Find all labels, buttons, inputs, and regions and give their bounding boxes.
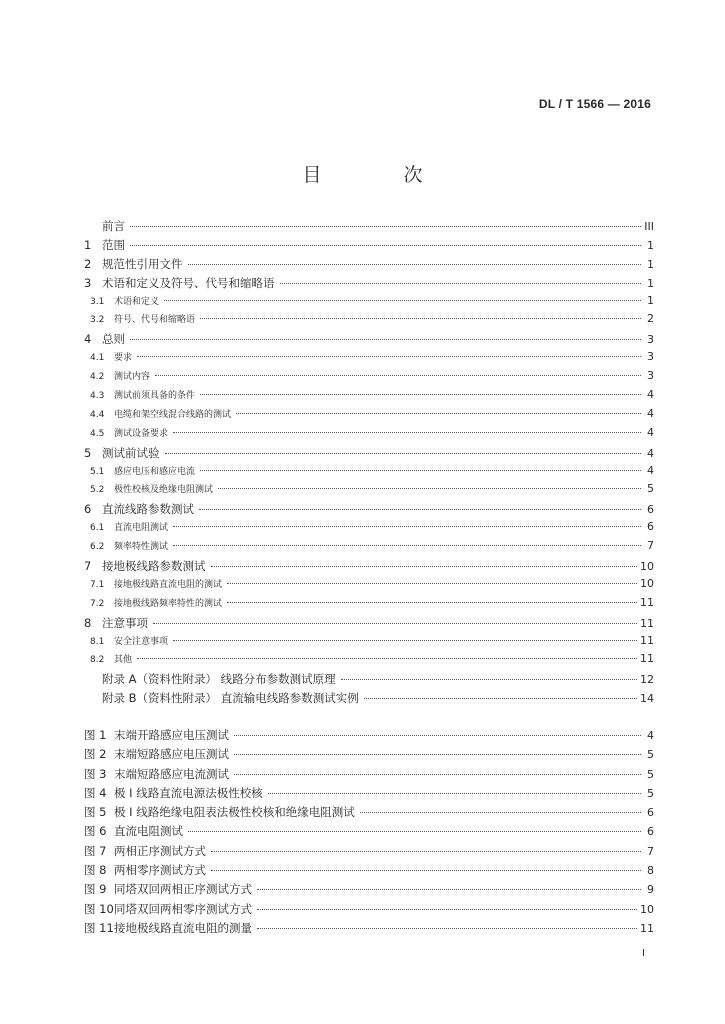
toc-entry[interactable]: [84, 634, 654, 653]
entry-number: 3: [84, 275, 92, 290]
dot-leader: [257, 889, 641, 890]
standard-code: DL / T 1566 — 2016: [538, 97, 651, 111]
figure-entry[interactable]: [84, 785, 654, 804]
entry-page: 3: [647, 369, 654, 383]
entry-page: 7: [647, 844, 654, 858]
entry-label: 频率特性测试: [114, 542, 169, 553]
entry-page: 5: [647, 767, 654, 781]
toc-entry[interactable]: [84, 558, 654, 577]
entry-number: 图 1: [84, 728, 107, 742]
toc-entry[interactable]: [84, 596, 654, 615]
entry-number: 8: [84, 615, 92, 630]
entry-page: 4: [647, 463, 654, 477]
entry-label: 电缆和架空线混合线路的测试: [114, 409, 232, 420]
dot-leader: [360, 812, 641, 813]
entry-page: 5: [647, 482, 654, 496]
dot-leader: [137, 356, 641, 357]
toc-entry[interactable]: [84, 577, 654, 596]
entry-page: 1: [647, 293, 654, 307]
entry-label: 极 I 线路直流电源法极性校核: [114, 785, 263, 800]
dot-leader: [211, 851, 641, 852]
figure-entry[interactable]: [84, 881, 654, 900]
entry-number: 1: [84, 237, 92, 252]
entry-page: 12: [640, 673, 654, 687]
figure-entry[interactable]: [84, 862, 654, 881]
toc-entry[interactable]: [84, 690, 654, 709]
entry-number: 4.3: [90, 391, 105, 402]
dot-leader: [234, 735, 641, 736]
entry-page: 8: [647, 864, 654, 878]
entry-number: 图 9: [84, 882, 107, 897]
figure-entry[interactable]: [84, 727, 654, 746]
page-title: 目 次: [302, 164, 461, 186]
figure-entry[interactable]: [84, 843, 654, 862]
dot-leader: [257, 928, 637, 929]
entry-page: 9: [647, 883, 654, 897]
entry-page: III: [644, 220, 654, 233]
figure-entry[interactable]: [84, 901, 654, 920]
entry-number: 图 10: [84, 901, 114, 916]
dot-leader: [173, 526, 641, 527]
entry-page: 5: [647, 786, 654, 800]
entry-number: 4.5: [90, 428, 105, 439]
entry-number: 6: [84, 502, 92, 517]
entry-page: 4: [647, 425, 654, 439]
entry-number: 2: [84, 256, 92, 271]
toc-entry[interactable]: [84, 388, 654, 407]
toc-entry[interactable]: [84, 237, 654, 256]
entry-page: 1: [647, 257, 654, 271]
entry-label: 范围: [102, 237, 125, 252]
entry-label: 前言: [102, 219, 125, 233]
entry-label: 测试内容: [114, 372, 151, 383]
toc-entry[interactable]: [84, 482, 654, 501]
entry-number: 7.1: [90, 579, 105, 590]
entry-label: 末端短路感应电流测试: [114, 766, 229, 781]
dot-leader: [341, 679, 637, 680]
entry-page: 6: [647, 503, 654, 517]
dot-leader: [236, 413, 641, 414]
entry-label: 直流电阻测试: [114, 523, 169, 534]
entry-page: 2: [647, 312, 654, 326]
toc-entry[interactable]: [84, 445, 654, 464]
entry-label: 规范性引用文件: [102, 256, 183, 271]
dot-leader: [211, 566, 638, 567]
figure-entry[interactable]: [84, 804, 654, 823]
entry-page: 4: [647, 388, 654, 402]
entry-page: 5: [647, 748, 654, 762]
dot-leader: [200, 318, 641, 319]
dot-leader: [173, 432, 641, 433]
entry-number: 6.2: [90, 542, 105, 553]
figure-entry[interactable]: [84, 766, 654, 785]
toc-entry[interactable]: [84, 294, 654, 313]
entry-page: 1: [647, 276, 654, 290]
entry-page: 1: [647, 238, 654, 252]
entry-label: 术语和定义及符号、代号和缩略语: [102, 275, 275, 290]
entry-page: 3: [647, 333, 654, 347]
entry-label: 总则: [102, 332, 125, 347]
entry-number: 4.1: [90, 353, 105, 364]
entry-label: 测试前须具备的条件: [114, 391, 196, 402]
entry-number: 图 11: [84, 920, 114, 935]
entry-label: 同塔双回两相零序测试方式: [114, 901, 252, 916]
dot-leader: [280, 283, 642, 284]
dot-leader: [227, 583, 637, 584]
entry-label: 极性校核及绝缘电阻测试: [114, 485, 214, 496]
entry-label: 两相零序测试方式: [114, 863, 206, 878]
dot-leader: [364, 698, 637, 699]
list-of-figures: [84, 727, 654, 939]
entry-label: 接地极线路频率特性的测试: [114, 598, 223, 609]
toc-entry[interactable]: [84, 615, 654, 634]
entry-number: 4.4: [90, 409, 105, 420]
dot-leader: [200, 470, 641, 471]
entry-number: 7: [84, 559, 92, 574]
entry-number: 图 7: [84, 843, 107, 858]
entry-page: 11: [640, 616, 654, 630]
entry-label: 极 I 线路绝缘电阻表法极性校核和绝缘电阻测试: [114, 805, 355, 820]
entry-label: 注意事项: [102, 615, 148, 630]
entry-number: 8.1: [90, 636, 105, 647]
page-number: I: [642, 948, 645, 959]
dot-leader: [130, 339, 641, 340]
entry-page: 10: [640, 560, 654, 574]
entry-label: 末端短路感应电压测试: [114, 747, 229, 762]
toc-entry[interactable]: [84, 369, 654, 388]
entry-label: 接地极线路直流电阻的测量: [114, 920, 252, 935]
dot-leader: [257, 909, 637, 910]
dot-leader: [200, 394, 641, 395]
entry-label: 符号、代号和缩略语: [114, 315, 196, 326]
toc-entry[interactable]: [84, 256, 654, 275]
toc-entry[interactable]: [84, 501, 654, 520]
dot-leader: [188, 264, 642, 265]
entry-number: 8.2: [90, 655, 105, 666]
toc-entry[interactable]: [84, 539, 654, 558]
dot-leader: [153, 623, 637, 624]
entry-label: 术语和定义: [114, 296, 160, 307]
entry-label: 测试前试验: [102, 445, 160, 460]
toc-entry[interactable]: [84, 464, 654, 483]
dot-leader: [164, 300, 641, 301]
toc-entry[interactable]: [84, 520, 654, 539]
entry-number: 图 3: [84, 766, 107, 781]
entry-page: 6: [647, 806, 654, 820]
dot-leader: [173, 545, 641, 546]
entry-label: 接地极线路参数测试: [102, 559, 206, 574]
entry-number: 3.2: [90, 315, 105, 326]
toc-entry[interactable]: [84, 426, 654, 445]
figure-entry[interactable]: [84, 920, 654, 939]
entry-number: 图 5: [84, 805, 107, 820]
entry-number: 5: [84, 445, 92, 460]
dot-leader: [211, 870, 641, 871]
entry-label: 同塔双回两相正序测试方式: [114, 882, 252, 897]
toc-entry[interactable]: [84, 407, 654, 426]
entry-number: 6.1: [90, 523, 105, 534]
entry-page: 4: [647, 446, 654, 460]
dot-leader: [130, 245, 641, 246]
entry-label: 直流线路参数测试: [102, 502, 194, 517]
toc-entry[interactable]: [84, 312, 654, 331]
entry-page: 6: [647, 825, 654, 839]
entry-number: 图 4: [84, 785, 107, 800]
entry-page: 4: [647, 406, 654, 420]
entry-number: 3.1: [90, 296, 105, 307]
entry-label: 附录 B（资料性附录） 直流输电线路参数测试实例: [102, 691, 359, 706]
dot-leader: [188, 831, 641, 832]
entry-number: 图 2: [84, 747, 107, 762]
entry-page: 4: [647, 729, 654, 742]
toc-entry[interactable]: [84, 652, 654, 671]
dot-leader: [227, 602, 637, 603]
dot-leader: [199, 509, 641, 510]
entry-page: 11: [640, 652, 654, 666]
entry-label: 两相正序测试方式: [114, 843, 206, 858]
dot-leader: [165, 453, 642, 454]
entry-number: 图 8: [84, 863, 107, 878]
entry-label: 接地极线路直流电阻的测试: [114, 579, 223, 590]
entry-label: 测试设备要求: [114, 428, 169, 439]
toc-entry[interactable]: [84, 350, 654, 369]
entry-number: 4: [84, 332, 92, 347]
entry-label: 直流电阻测试: [114, 824, 183, 839]
dot-leader: [268, 793, 641, 794]
entry-number: 5.2: [90, 485, 105, 496]
entry-page: 14: [640, 692, 654, 706]
entry-number: 图 6: [84, 824, 107, 839]
table-of-contents: [84, 218, 654, 709]
dot-leader: [137, 658, 637, 659]
toc-entry[interactable]: [84, 671, 654, 690]
entry-number: 4.2: [90, 372, 105, 383]
entry-label: 要求: [114, 353, 133, 364]
dot-leader: [173, 640, 637, 641]
toc-entry[interactable]: [84, 331, 654, 350]
entry-label: 安全注意事项: [114, 636, 169, 647]
entry-page: 11: [640, 633, 654, 647]
entry-page: 10: [640, 576, 654, 590]
toc-entry[interactable]: [84, 218, 654, 237]
entry-number: 7.2: [90, 598, 105, 609]
entry-label: 其他: [114, 655, 133, 666]
entry-number: 5.1: [90, 466, 105, 477]
entry-label: 末端开路感应电压测试: [114, 728, 229, 742]
dot-leader: [234, 774, 641, 775]
dot-leader: [155, 375, 641, 376]
figure-entry[interactable]: [84, 746, 654, 765]
dot-leader: [234, 754, 641, 755]
entry-label: 感应电压和感应电流: [114, 466, 196, 477]
dot-leader: [218, 488, 641, 489]
entry-page: 3: [647, 350, 654, 364]
dot-leader: [130, 226, 641, 227]
entry-page: 6: [647, 520, 654, 534]
entry-page: 10: [640, 902, 654, 916]
toc-entry[interactable]: [84, 275, 654, 294]
entry-page: 7: [647, 539, 654, 553]
figure-entry[interactable]: [84, 823, 654, 842]
entry-page: 11: [640, 595, 654, 609]
entry-label: 附录 A（资料性附录） 线路分布参数测试原理: [102, 672, 336, 687]
entry-page: 11: [640, 921, 654, 935]
